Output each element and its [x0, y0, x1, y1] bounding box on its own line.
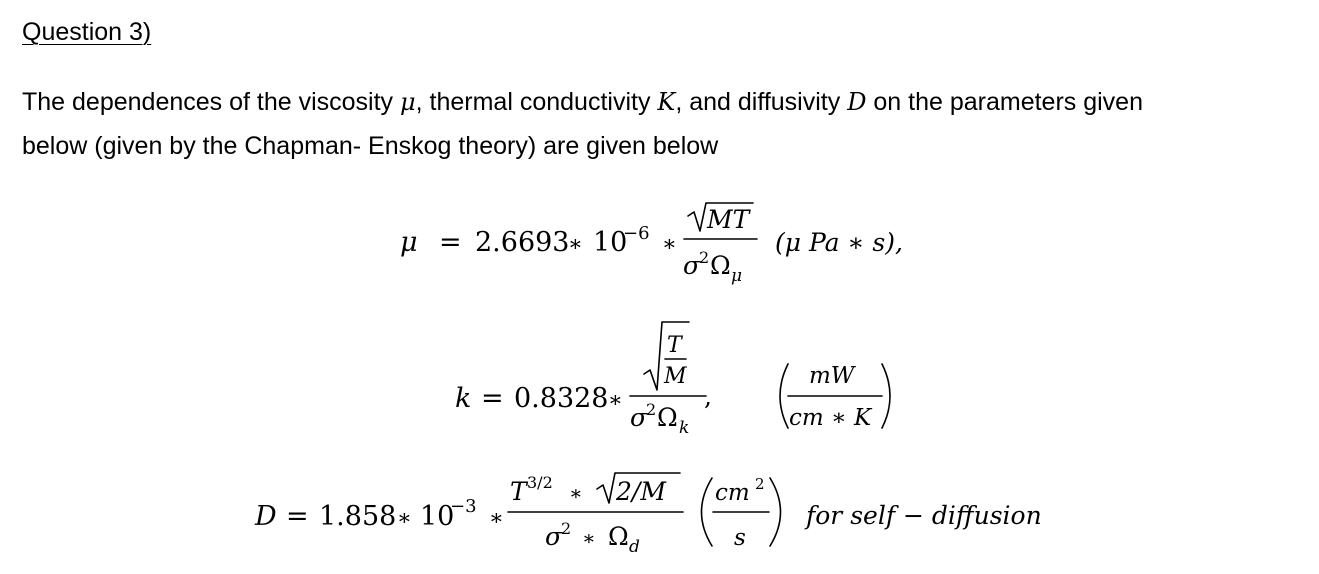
eq3-num-t: T — [510, 477, 527, 506]
eq2-inner-numerator: T — [667, 333, 682, 358]
eq2-denom-sigma: σ — [630, 403, 648, 432]
eq1-units: (μ Pa ∗ s), — [775, 228, 903, 257]
eq3-units-left-paren — [702, 478, 713, 546]
paragraph-text-b: , thermal conductivity — [415, 88, 658, 116]
eq3-units-numerator-power: 2 — [755, 475, 765, 493]
eq2-equals: = — [481, 383, 504, 414]
eq2-units-left-paren — [780, 364, 788, 428]
paragraph-text-d: on the parameters given — [866, 88, 1143, 116]
eq1-denom-omega-sub: μ — [731, 266, 743, 286]
eq3-coefficient: 1.858 — [319, 501, 397, 532]
paragraph-line-2: below (given by the Chapman- Enskog theory) are given below — [22, 132, 719, 160]
symbol-d: D — [847, 88, 867, 116]
eq3-times2: ∗ — [489, 506, 504, 531]
symbol-mu: μ — [400, 88, 416, 116]
eq1-denom-sigma: σ — [683, 251, 701, 280]
eq2-inner-denominator: M — [664, 364, 687, 389]
eq3-equals: = — [286, 501, 309, 532]
paragraph-text-c: , and diffusivity — [675, 88, 848, 116]
symbol-k: K — [657, 88, 676, 116]
eq3-base: 10 — [420, 501, 455, 532]
eq2-denom-sigma-power: 2 — [646, 400, 657, 419]
eq3-exponent: −3 — [450, 496, 477, 517]
eq2-units-numerator: mW — [809, 363, 855, 389]
eq3-units-right-paren — [770, 478, 781, 546]
eq2-units-right-paren — [882, 364, 890, 428]
eq3-num-t-power: 3/2 — [527, 473, 553, 492]
eq2-units-denominator: cm ∗ K — [789, 405, 872, 431]
eq1-times: ∗ — [568, 232, 583, 257]
eq3-times: ∗ — [397, 506, 412, 531]
eq2-denom-omega: Ω — [657, 403, 678, 432]
eq3-denom-sigma-power: 2 — [561, 519, 572, 538]
eq2-coefficient: 0.8328 — [514, 383, 609, 414]
diffusivity-equation — [254, 473, 1042, 557]
question-heading: Question 3) — [22, 18, 152, 46]
eq2-denom-omega-sub: k — [679, 418, 690, 438]
eq3-note: for self − diffusion — [806, 501, 1042, 530]
eq1-times2: ∗ — [662, 232, 677, 257]
viscosity-equation — [400, 203, 903, 286]
eq1-equals: = — [439, 227, 462, 258]
paragraph-text-a: The dependences of the viscosity — [22, 88, 401, 116]
eq1-coefficient: 2.6693 — [475, 227, 570, 258]
eq1-lhs: μ — [400, 227, 418, 258]
eq1-denom-omega: Ω — [710, 251, 731, 280]
eq1-base: 10 — [593, 227, 628, 258]
eq3-lhs: D — [255, 501, 277, 532]
eq3-denom-sigma: σ — [545, 522, 563, 551]
eq1-denom-sigma-power: 2 — [699, 248, 710, 267]
conductivity-equation — [455, 322, 890, 438]
eq3-denom-omega-sub: d — [629, 537, 640, 557]
eq2-times: ∗ — [608, 388, 623, 413]
eq1-exponent: −6 — [623, 223, 650, 244]
eq2-comma: , — [704, 382, 712, 411]
eq1-numerator: MT — [707, 205, 750, 234]
eq3-units-numerator: cm — [715, 480, 750, 506]
eq3-denom-times: ∗ — [582, 526, 596, 550]
eq3-num-times: ∗ — [569, 481, 583, 505]
eq3-num-sqrt-content: 2/M — [616, 477, 666, 506]
eq2-lhs: k — [455, 383, 472, 414]
eq3-units-denominator: s — [734, 525, 746, 551]
eq3-denom-omega: Ω — [608, 522, 629, 551]
